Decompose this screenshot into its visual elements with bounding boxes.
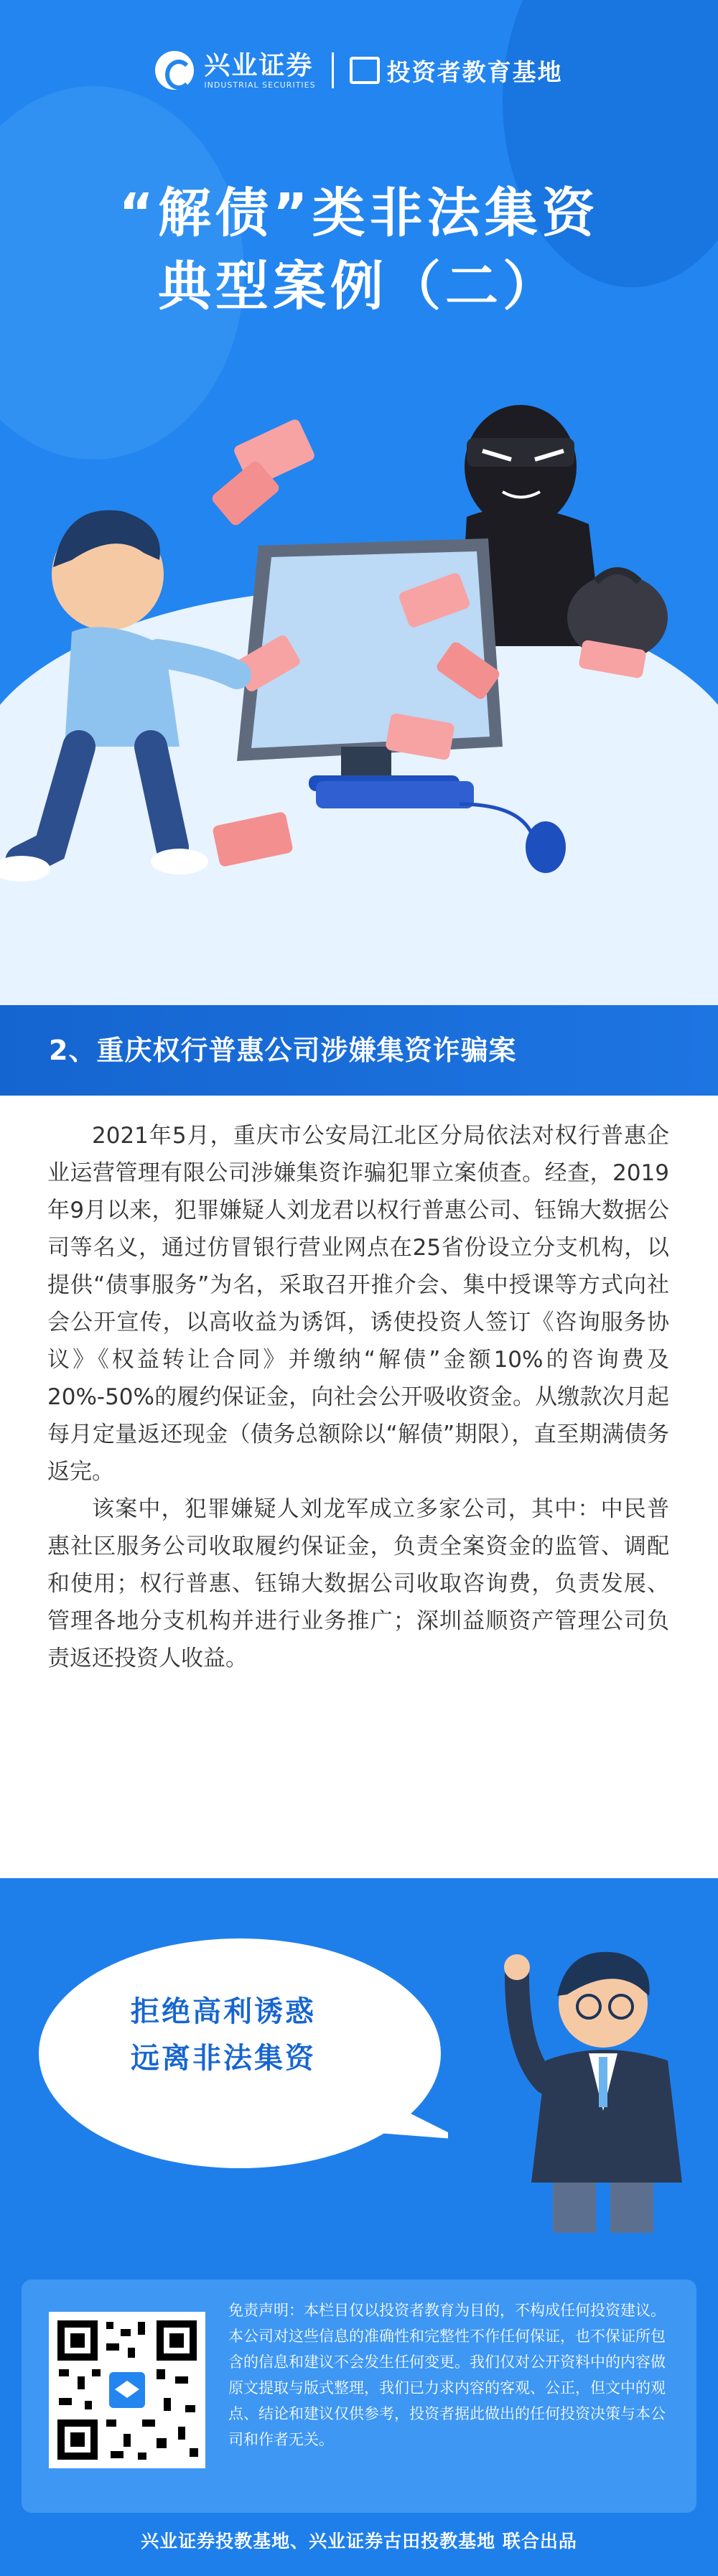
slogan-line1: 拒绝高利诱惑 <box>131 1995 316 2028</box>
brand-name-block <box>204 52 315 90</box>
teacher-figure <box>488 1895 704 2240</box>
article-paragraph: 该案中，犯罪嫌疑人刘龙军成立多家公司，其中：中民普惠社区服务公司收取履约保证金，负责全案资金的监管、调配和使用；权行普惠、钰锦大数据公司收取咨询费，负责发展、管理各地分支机构并进行业务推广；深圳益顺资产管理公司负责返还投资人收益。 <box>47 1496 669 1671</box>
boy-figure <box>0 510 237 882</box>
footer-credits: 兴业证券投教基地、兴业证券古田投教基地 联合出品 <box>141 2531 577 2552</box>
brand-sub: INDUSTRIAL SECURITIES <box>204 80 316 90</box>
section-title: 2、重庆权行普惠公司涉嫌集资诈骗案 <box>49 1035 517 1066</box>
page-title-line2: 典型案例（二） <box>158 256 560 317</box>
brand-name: 兴业证券 <box>204 50 314 80</box>
logo-divider <box>332 52 334 88</box>
article-body <box>47 1117 669 1677</box>
slogan-line2: 远离非法集资 <box>131 2042 316 2075</box>
scam-illustration <box>0 345 718 991</box>
qr-code-icon <box>49 2312 205 2468</box>
brand-logo-icon <box>155 51 194 90</box>
page-title-line1: “解债”类非法集资 <box>118 182 600 244</box>
graduation-cap-icon <box>350 57 380 84</box>
disclaimer-text: 免责声明：本栏目仅以投资者教育为目的，不构成任何投资建议。本公司对这些信息的准确性和完整性不作任何保证，也不保证所包含的信息和建议不会发生任何变更。我们仅对公开资料中的内容做原文提取与版式整理，我们已力求内容的客观、公正，但文中的观点、结论和建议仅供参考，投资者据此做出的任何投资决策与本公司和作者无关。 <box>228 2302 666 2448</box>
article-paragraph: 2021年5月，重庆市公安局江北区分局依法对权行普惠企业运营管理有限公司涉嫌集资诈骗犯罪立案侦查。经查，2019年9月以来，犯罪嫌疑人刘龙君以权行普惠公司、钰锦大数据公司等名义，通过仿冒银行营业网点在25省份设立分支机构，以提供“债事服务”为名，采取召开推介会、集中授课等方式向社会公开宣传，以高收益为诱饵，诱使投资人签订《咨询服务协议》《权益转让合同》并缴纳“解债”金额10%的咨询费及20%-50%的履约保证金，向社会公开吸收资金。从缴款次月起每月定量返还现金（债务总额除以“解债”期限），直至期满债务返完。 <box>47 1123 669 1485</box>
base-name: 投资者教育基地 <box>386 57 563 86</box>
logo-bar <box>0 42 718 99</box>
